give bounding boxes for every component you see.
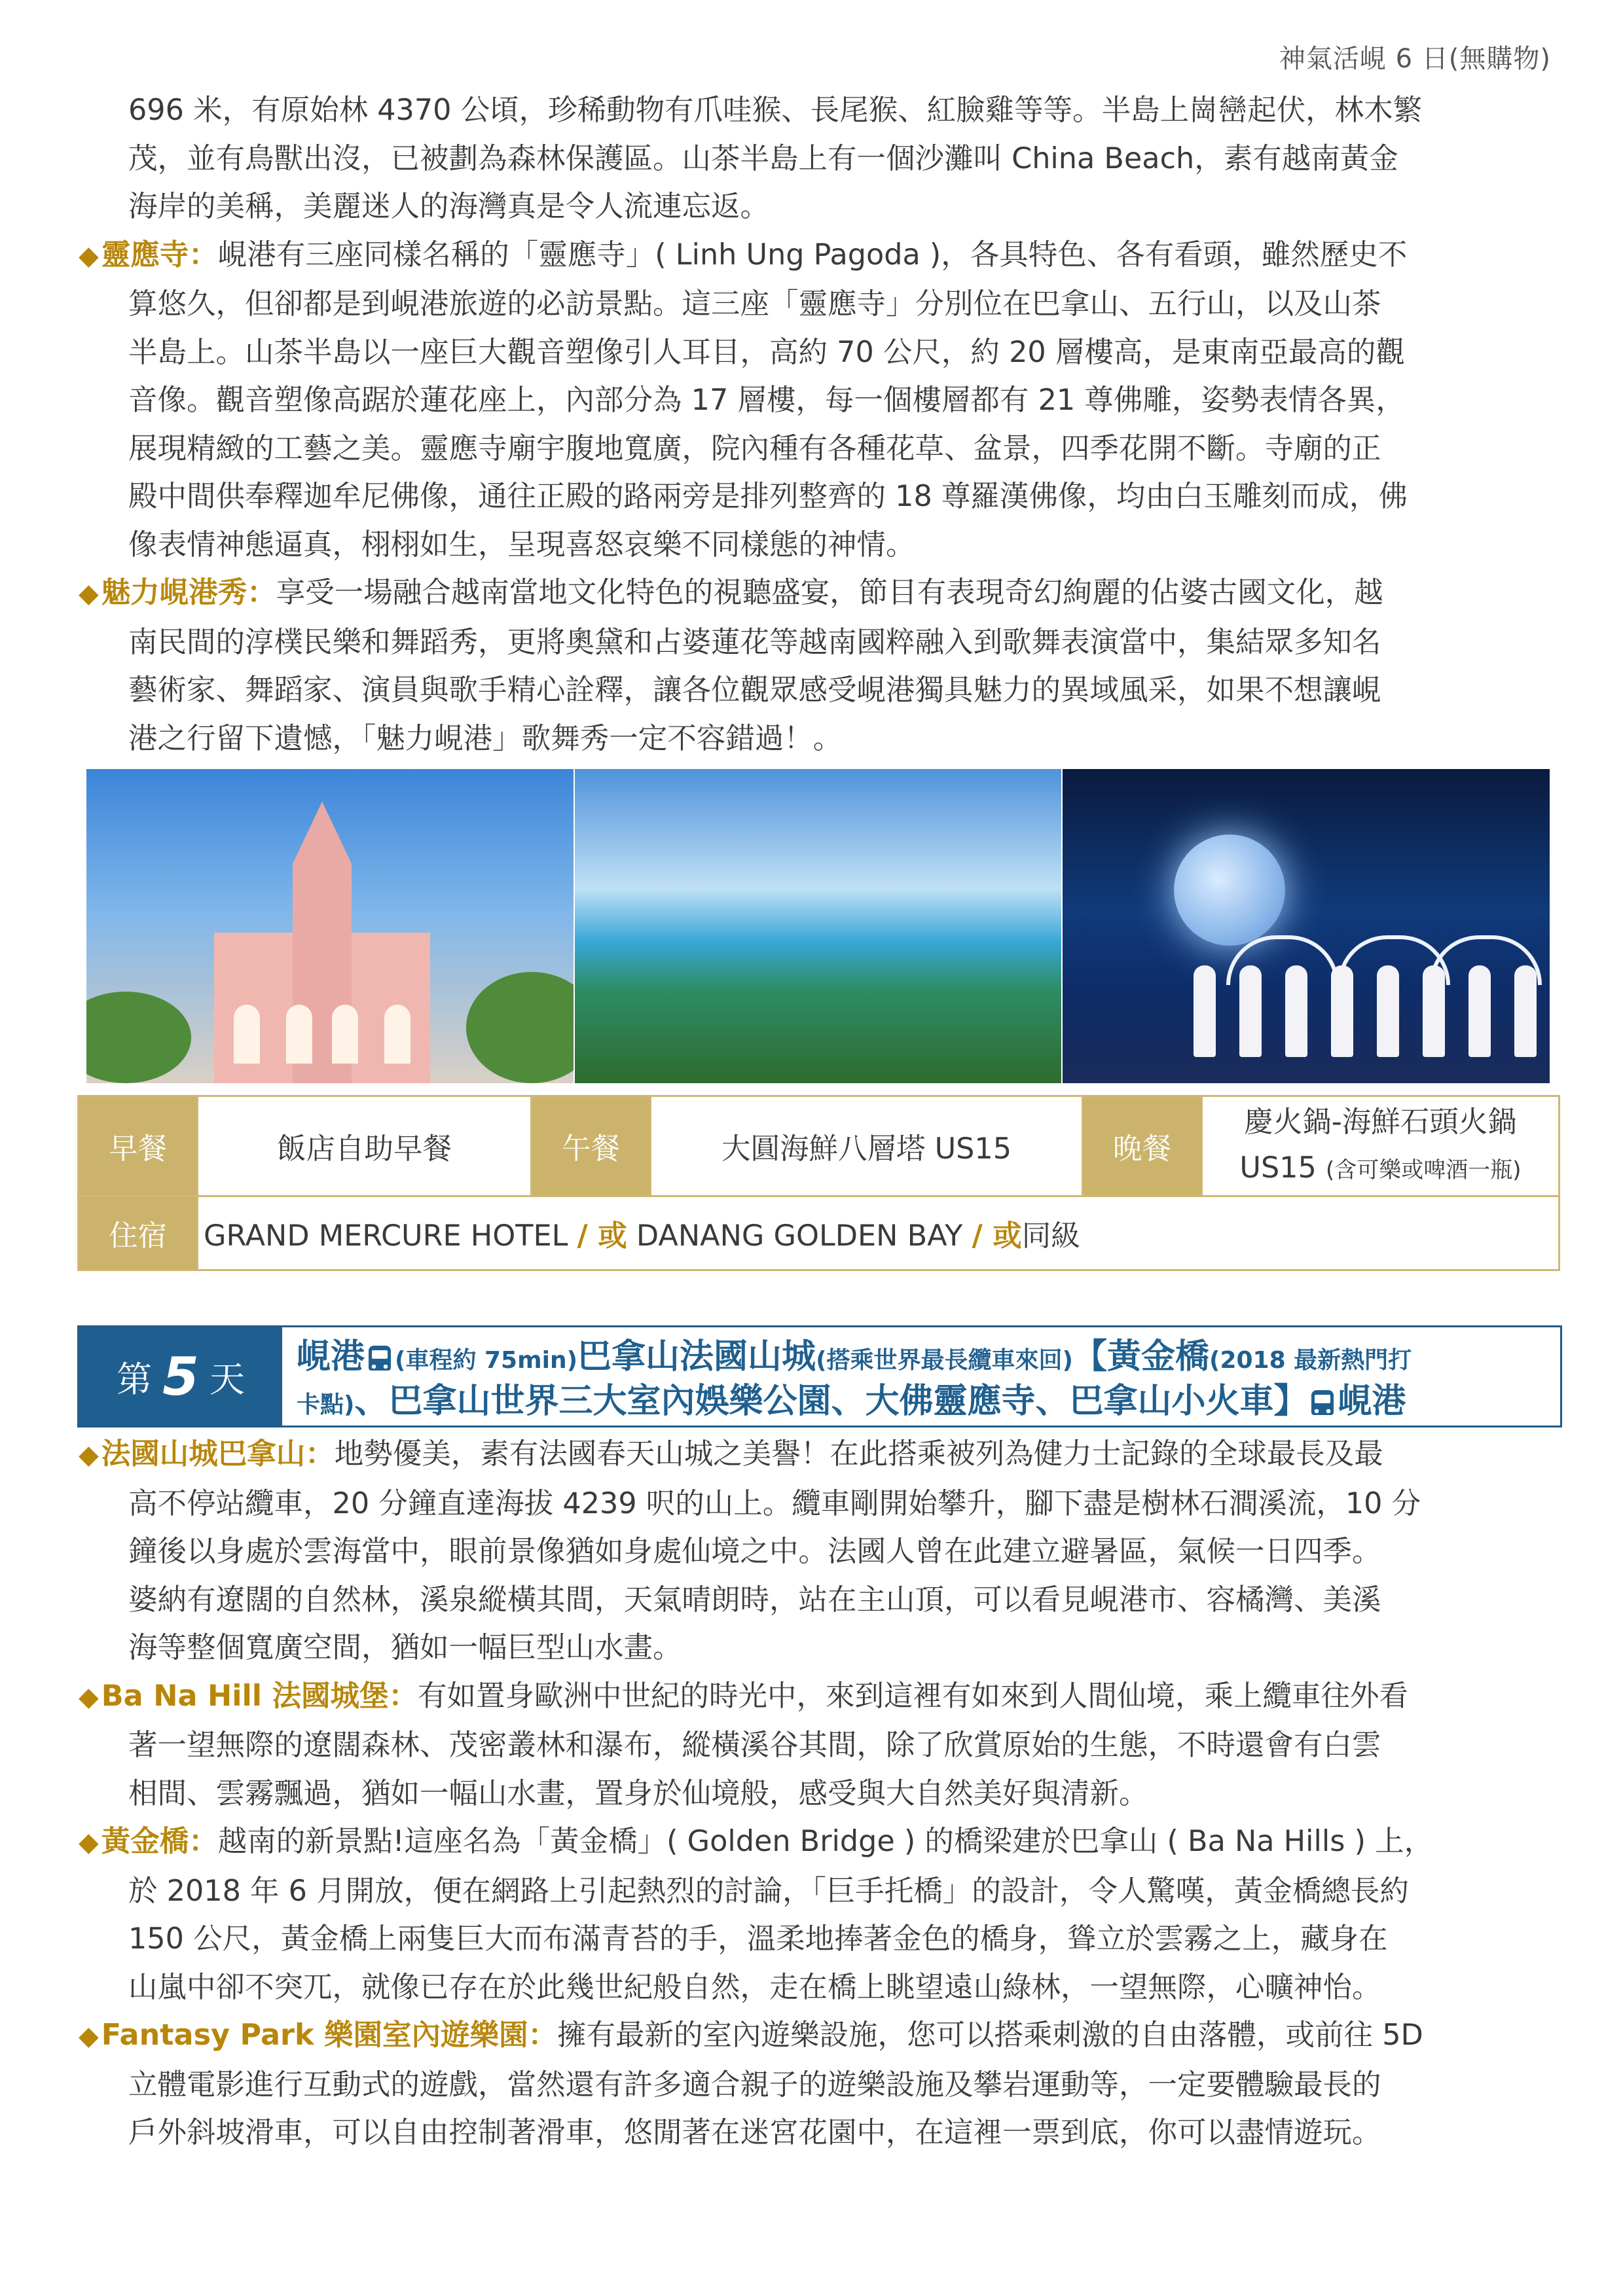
item-title: Ba Na Hill 法國城堡： [101,1679,418,1713]
continued-paragraph [79,86,1558,231]
text-line: 696 米，有原始林 4370 公頃，珍稀動物有爪哇猴、長尾猴、紅臉雞等等。半島上崗巒起伏，林木繁 [128,94,1423,127]
text-line: 高不停站纜車，20 分鐘直達海拔 4239 呎的山上。纜車剛開始攀升，腳下盡是樹林石澗溪流，10 分 [128,1486,1421,1520]
hot-spot-note: (2018 最新熱門打 [1209,1347,1412,1374]
place-danang: 峴港 [297,1337,365,1376]
item-bana-castle [79,1672,1558,1818]
dinner-price: US15 [1239,1151,1317,1185]
day-number: 5 [162,1346,199,1407]
diamond-bullet-icon: ◆ [79,1681,99,1712]
attractions-list: 、巴拿山世界三大室內娛樂公園、大佛靈應寺、巴拿山小火車】 [354,1382,1308,1421]
hotel-value [198,1196,1559,1270]
item-charming-danang-show [79,569,1558,762]
diamond-bullet-icon: ◆ [79,240,99,271]
item-title: 法國山城巴拿山： [101,1437,335,1471]
text-line: 南民間的淳樸民樂和舞蹈秀，更將奧黛和占婆蓮花等越南國粹融入到歌舞表演當中，集結眾多知名 [128,625,1381,659]
item-golden-bridge [79,1818,1558,2011]
diamond-bullet-icon: ◆ [79,1440,99,1470]
text-line: 半島上。山茶半島以一座巨大觀音塑像引人耳目，高約 70 公尺，約 20 層樓高，是東南亞最高的觀 [128,335,1405,369]
text-line: 婆納有遼闊的自然林，溪泉縱橫其間，天氣晴朗時，站在主山頂，可以看見峴港市、容橘灣、美溪 [128,1583,1381,1617]
text-line: 港之行留下遺憾，「魅力峴港」歌舞秀一定不容錯過！。 [128,721,843,755]
text-line: 越南的新景點!這座名為「黃金橋」( Golden Bridge ) 的橋梁建於巴拿山 ( Ba Na Hills ) 上， [217,1825,1434,1858]
lunch-label: 午餐 [532,1096,651,1196]
place-bana: 巴拿山法國山城 [577,1337,816,1376]
meals-table [77,1095,1560,1271]
item-title: Fantasy Park 樂園室內遊樂園： [101,2018,558,2052]
text-line: 相間、雲霧飄過，猶如一幅山水畫，置身於仙境般，感受與大自然美好與清新。 [128,1776,1148,1810]
photo-strip [86,769,1550,1083]
item-title: 靈應寺： [101,238,218,272]
text-line: 有如置身歐洲中世紀的時光中，來到這裡有如來到人間仙境，乘上纜車往外看 [417,1679,1408,1713]
show-stage-photo [1063,769,1550,1083]
hot-spot-note-end: 卡點) [297,1391,355,1418]
text-line: 戶外斜坡滑車，可以自由控制著滑車，悠閒著在迷宮花園中，在這裡一票到底，你可以盡情遊玩。 [128,2116,1381,2149]
church-photo [86,769,574,1083]
church-illustration [214,802,430,1083]
text-line: 音像。觀音塑像高踞於蓮花座上，內部分為 17 層樓，每一個樓層都有 21 尊佛雕，姿勢表情各異， [128,384,1405,417]
hotel-row [79,1196,1559,1270]
cable-car-note: (搭乘世界最長纜車來回) [816,1347,1073,1374]
text-line: 鐘後以身處於雲海當中，眼前景像猶如身處仙境之中。法國人曾在此建立避暑區，氣候一日四季。 [128,1535,1381,1568]
day-prefix: 第 [117,1358,153,1400]
text-line: 像表情神態逼真，栩栩如生，呈現喜怒哀樂不同樣態的神情。 [128,528,915,562]
item-title: 魅力峴港秀： [101,576,276,609]
breakfast-value: 飯店自助早餐 [198,1096,532,1196]
text-line: 殿中間供奉釋迦牟尼佛像，通往正殿的路兩旁是排列整齊的 18 尊羅漢佛像，均由白玉雕刻而成，佛 [128,480,1408,513]
text-line: 擁有最新的室內遊樂設施，您可以搭乘刺激的自由落體，或前往 5D [557,2018,1423,2052]
bus-icon [369,1346,391,1371]
text-line: 茂，並有鳥獸出沒，已被劃為森林保護區。山茶半島上有一個沙灘叫 China Beach，素有越南黃金 [128,141,1398,175]
day-header-bar [77,1325,1562,1427]
item-bana-french-village [79,1430,1558,1672]
text-line: 著一望無際的遼闊森林、茂密叢林和瀑布，縱橫溪谷其間，除了欣賞原始的生態，不時還會有白雲 [128,1729,1381,1762]
dinner-label: 晚餐 [1083,1096,1202,1196]
day-number-box [79,1327,282,1426]
bottom-text-section [79,1430,1558,2157]
moon-illustration [1174,834,1285,946]
drive-time: (車程約 75min) [395,1347,578,1374]
peninsula-photo [575,769,1062,1083]
meal-row [79,1096,1559,1196]
day-itinerary-title [282,1327,1560,1426]
text-line: 藝術家、舞蹈家、演員與歌手精心詮釋，讓各位觀眾感受峴港獨具魅力的異域風采，如果不想讓峴 [128,673,1381,707]
text-line: 享受一場融合越南當地文化特色的視聽盛宴，節目有表現奇幻絢麗的佔婆古國文化，越 [276,576,1383,609]
golden-bridge-title: 【黃金橋 [1072,1337,1209,1376]
header-note: 神氣活峴 6 日(無購物) [1279,44,1551,74]
item-linh-ung-pagoda [79,231,1558,569]
text-line: 於 2018 年 6 月開放，便在網路上引起熱烈的討論，「巨手托橋」的設計，令人驚嘆，黃金橋總長約 [128,1874,1409,1908]
hotel-name-2: DANANG GOLDEN BAY [636,1219,963,1253]
or-separator: / 或 [577,1219,627,1253]
text-line: 展現精緻的工藝之美。靈應寺廟宇腹地寬廣，院內種有各種花草、盆景，四季花開不斷。寺廟的正 [128,431,1381,465]
hotel-name-3: 同級 [1021,1219,1080,1253]
text-line: 算悠久，但卻都是到峴港旅遊的必訪景點。這三座「靈應寺」分別位在巴拿山、五行山，以及山茶 [128,287,1381,321]
lunch-value: 大圓海鮮八層塔 US15 [651,1096,1083,1196]
text-line: 海等整個寬廣空間，猶如一幅巨型山水畫。 [128,1631,682,1664]
bus-icon [1311,1390,1334,1415]
place-danang-return: 峴港 [1338,1382,1406,1421]
or-separator: / 或 [972,1219,1022,1253]
diamond-bullet-icon: ◆ [79,579,99,609]
text-line: 150 公尺，黃金橋上兩隻巨大而布滿青苔的手，溫柔地捧著金色的橋身，聳立於雲霧之上，藏身在 [128,1922,1388,1956]
day-suffix: 天 [209,1358,245,1400]
top-text-section [79,86,1558,762]
dinner-value [1202,1096,1559,1196]
hotel-label: 住宿 [79,1196,198,1270]
diamond-bullet-icon: ◆ [79,2021,99,2051]
text-line: 地勢優美，素有法國春天山城之美譽！在此搭乘被列為健力士記錄的全球最長及最 [334,1437,1383,1471]
text-line: 峴港有三座同樣名稱的「靈應寺」( Linh Ung Pagoda )，各具特色、各有看頭，雖然歷史不 [217,238,1408,272]
item-title: 黃金橋： [101,1825,218,1858]
item-fantasy-park [79,2011,1558,2157]
text-line: 海岸的美稱，美麗迷人的海灣真是令人流連忘返。 [128,190,770,223]
text-line: 山嵐中卻不突兀，就像已存在於此幾世紀般自然，走在橋上眺望遠山綠林，一望無際，心曠神怡。 [128,1970,1381,2004]
hotel-name-1: GRAND MERCURE HOTEL [204,1219,568,1253]
breakfast-label: 早餐 [79,1096,198,1196]
dinner-line: 慶火鍋-海鮮石頭火鍋 [1244,1105,1517,1139]
text-line: 立體電影進行互動式的遊戲，當然還有許多適合親子的遊樂設施及攀岩運動等，一定要體驗最長的 [128,2068,1381,2102]
diamond-bullet-icon: ◆ [79,1827,99,1857]
dinner-note: (含可樂或啤酒一瓶) [1326,1157,1522,1183]
